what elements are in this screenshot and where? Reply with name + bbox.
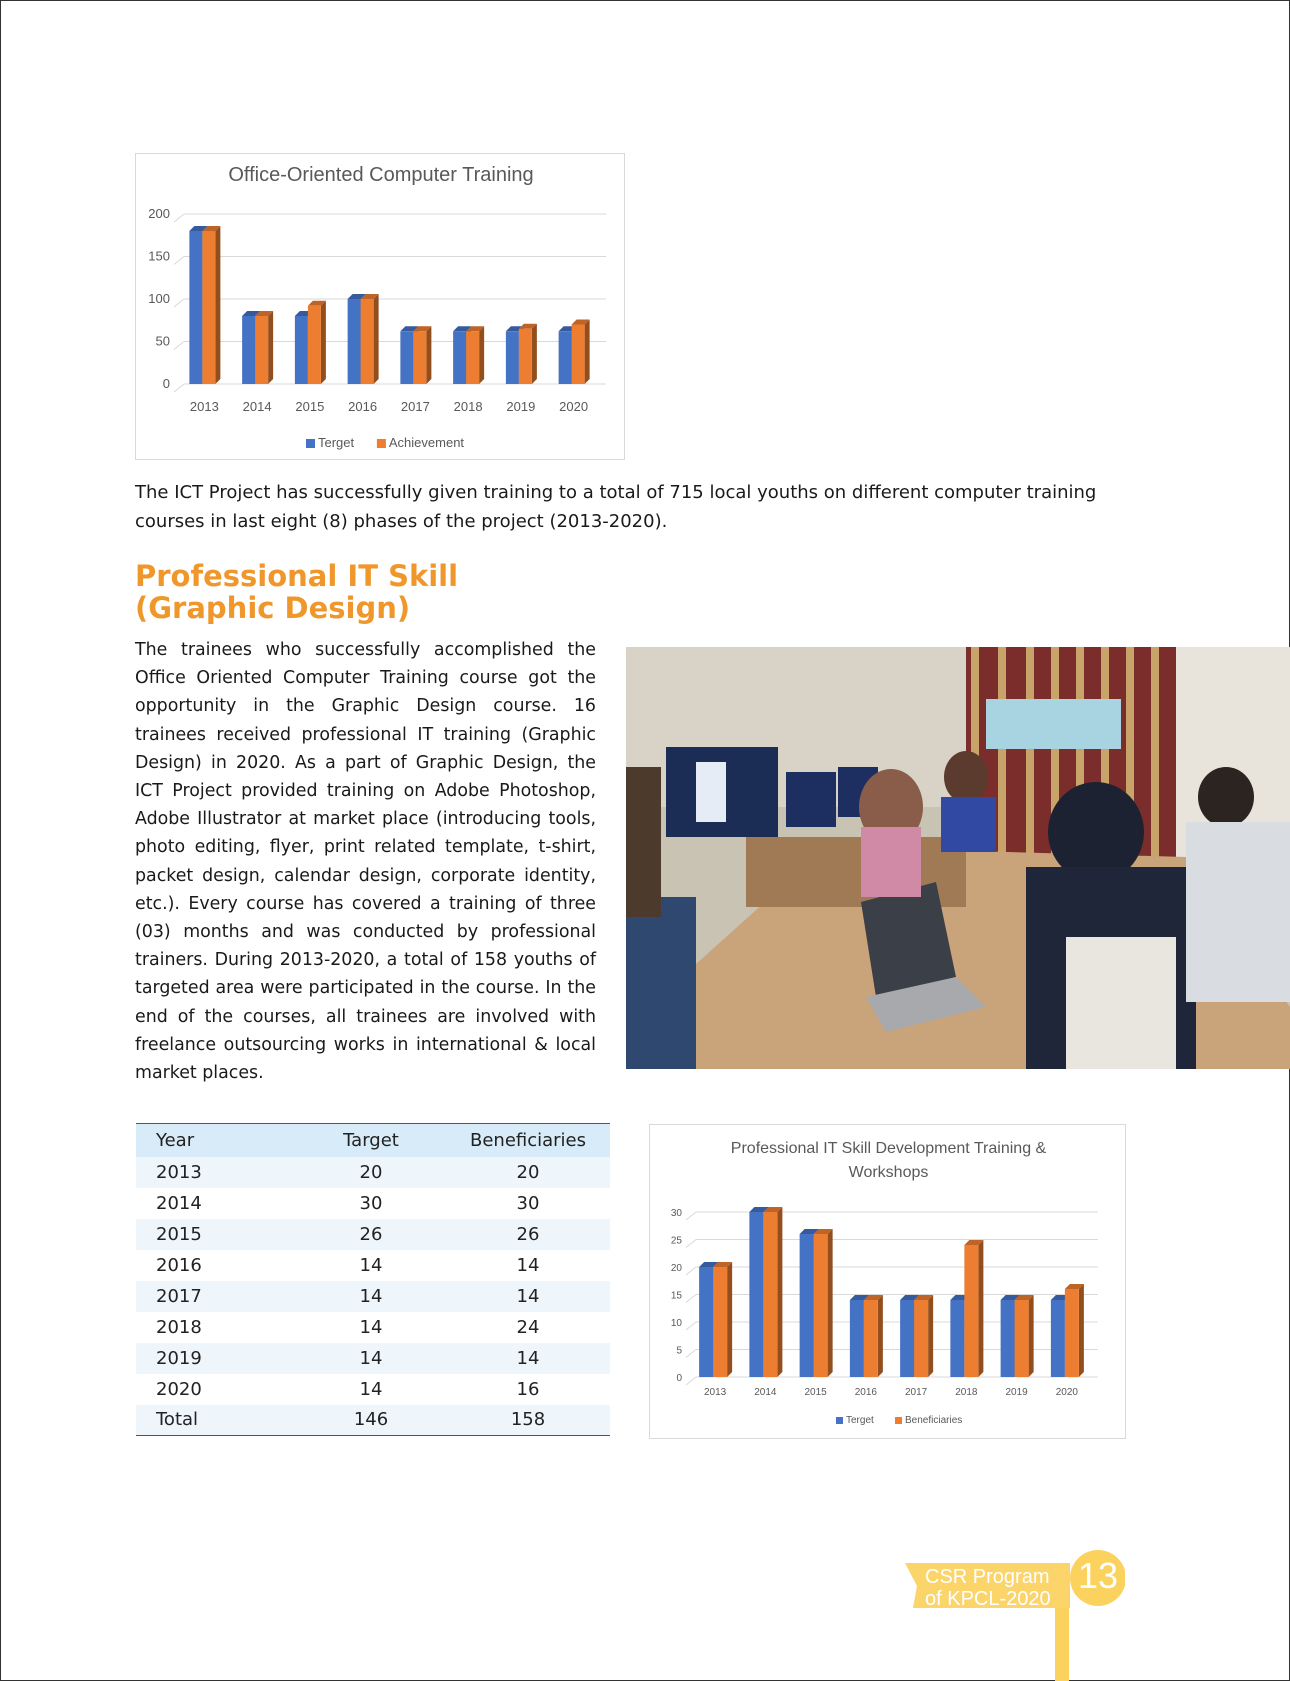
bar-beneficiaries-2018 (964, 1245, 978, 1377)
bar-achievement-2018 (466, 331, 479, 384)
cell-year: 2020 (156, 1378, 202, 1400)
gridline-depth (686, 1350, 696, 1358)
y-tick-label: 10 (670, 1318, 682, 1329)
cell-year: 2017 (136, 1281, 296, 1312)
bar-side (727, 1262, 732, 1377)
y-tick-label: 0 (162, 376, 170, 391)
cell-target: 30 (359, 1192, 383, 1214)
y-tick-label: 50 (155, 333, 170, 349)
cell-target: 14 (359, 1378, 383, 1400)
y-tick-label: 5 (676, 1345, 682, 1357)
cell-total-target: 146 (296, 1405, 446, 1436)
bar-terget-2013 (699, 1267, 713, 1377)
y-tick-label: 150 (148, 248, 170, 264)
bar-beneficiaries-2019 (1015, 1300, 1029, 1377)
cell-target: 26 (296, 1219, 446, 1250)
legend-swatch (306, 439, 315, 448)
bar-achievement-2017 (413, 331, 426, 384)
table-row (136, 1312, 610, 1343)
x-tick-label: 2015 (295, 399, 325, 414)
bar-side (1029, 1295, 1034, 1377)
x-tick-label: 2018 (453, 399, 483, 414)
y-tick-label: 20 (670, 1263, 682, 1274)
graphic-design-paragraph: The trainees who successfully accomplished the Office Oriented Computer Training course got the opportunity in the Graphic Design course. 16 trainees received professional IT training (Graphic Design) in 2020. As a part of Graphic Design, the ICT Project provided training on Adobe Photoshop, Adobe Illustrator at market place (introducing tools, photo editing, flyer, print related template, t-shirt, packet design, calendar design, corporate identity, etc.). Every course has covered a training of three (03) months and was conducted by professional trainers. During 2013-2020, a total of 158 youths of targeted area were participated in the course. In the end of the courses, all trainees are involved with freelance outsourcing works in international & local market places. (135, 640, 596, 1084)
bar-beneficiaries-2015 (814, 1234, 828, 1377)
x-tick-label: 2019 (506, 399, 536, 414)
chart-title: Office-Oriented Computer Training (228, 164, 534, 186)
y-tick-label: 25 (670, 1235, 682, 1247)
office-training-chart-svg (136, 154, 626, 461)
bar-side (928, 1295, 933, 1377)
x-tick-label: 2017 (905, 1387, 928, 1398)
bar-achievement-2020 (572, 325, 585, 385)
bar-terget-2017 (400, 331, 413, 384)
bar-beneficiaries-2014 (763, 1212, 777, 1377)
cell-target: 14 (359, 1316, 383, 1338)
cell-year: 2018 (156, 1316, 202, 1338)
gridline-depth (686, 1295, 696, 1303)
bar-terget-2014 (242, 316, 255, 384)
table-row (136, 1219, 610, 1250)
cell-year: 2016 (156, 1254, 202, 1276)
bar-side (585, 320, 590, 385)
legend-label: Terget (846, 1415, 874, 1426)
bar-terget-2015 (800, 1234, 814, 1377)
gridline-depth (686, 1240, 696, 1248)
chart-title: Professional IT Skill Development Training & (730, 1140, 1047, 1157)
x-tick-label: 2014 (754, 1387, 777, 1398)
bar-side (828, 1229, 833, 1377)
bar-terget-2020 (559, 331, 572, 384)
bar-terget-2015 (295, 316, 308, 384)
legend-label: Terget (318, 435, 355, 450)
bar-terget-2019 (1001, 1300, 1015, 1377)
bar-terget-2018 (453, 331, 466, 384)
x-tick-label: 2015 (804, 1387, 827, 1398)
footer-line-2: of KPCL-2020 (925, 1588, 1051, 1610)
page-number: 13 (1077, 1555, 1119, 1596)
professional-it-chart (649, 1124, 1126, 1439)
y-tick-label: 30 (670, 1208, 682, 1219)
y-tick-label: 15 (670, 1290, 682, 1302)
y-tick-label: 0 (676, 1373, 682, 1384)
x-tick-label: 2016 (854, 1387, 877, 1398)
gridline-depth (686, 1322, 696, 1330)
x-tick-label: 2016 (348, 399, 378, 414)
gridline-depth (174, 342, 184, 350)
cell-beneficiaries: 26 (446, 1219, 610, 1250)
gridline-depth (174, 214, 184, 222)
bar-achievement-2016 (361, 299, 374, 384)
x-tick-label: 2013 (189, 399, 219, 414)
legend-swatch (836, 1417, 843, 1424)
section-title: Professional IT Skill (Graphic Design) (135, 559, 459, 625)
table-row (136, 1250, 610, 1281)
x-tick-label: 2019 (1005, 1387, 1028, 1398)
gridline-depth (174, 384, 184, 392)
bar-achievement-2015 (308, 306, 321, 384)
x-tick-label: 2014 (242, 399, 272, 414)
intro-paragraph: The ICT Project has successfully given training to a total of 715 local youths on different computer training courses in last eight (8) phases of the project (2013-2020). (135, 482, 1097, 532)
bar-beneficiaries-2013 (713, 1267, 727, 1377)
bar-beneficiaries-2020 (1065, 1289, 1079, 1377)
header-target: Target (296, 1124, 446, 1157)
bar-achievement-2013 (202, 231, 215, 384)
chart-title: Workshops (848, 1164, 929, 1181)
bar-achievement-2019 (519, 329, 532, 384)
bar-terget-2016 (850, 1300, 864, 1377)
legend-label: Beneficiaries (905, 1415, 963, 1426)
bar-side (1079, 1284, 1084, 1377)
professional-it-chart-svg (650, 1125, 1127, 1440)
cell-beneficiaries: 16 (516, 1378, 540, 1400)
bar-side (878, 1295, 883, 1377)
bar-side (374, 294, 379, 384)
footer-line-1: CSR Program (925, 1566, 1050, 1588)
cell-target: 20 (296, 1157, 446, 1188)
bar-side (978, 1240, 983, 1377)
cell-beneficiaries: 14 (446, 1281, 610, 1312)
cell-beneficiaries: 20 (446, 1157, 610, 1188)
table-row (136, 1374, 610, 1405)
bar-side (321, 301, 326, 384)
table-row (136, 1281, 610, 1312)
bar-terget-2014 (749, 1212, 763, 1377)
cell-year: 2015 (136, 1219, 296, 1250)
gridline-depth (686, 1267, 696, 1275)
gridline-depth (174, 299, 184, 307)
bar-side (777, 1207, 782, 1377)
bar-terget-2020 (1051, 1300, 1065, 1377)
bar-terget-2017 (900, 1300, 914, 1377)
bar-terget-2013 (189, 231, 202, 384)
legend-swatch (895, 1417, 902, 1424)
x-tick-label: 2013 (704, 1387, 727, 1398)
bar-side (532, 324, 537, 384)
cell-year: 2019 (136, 1343, 296, 1374)
cell-target: 14 (359, 1254, 383, 1276)
y-tick-label: 200 (148, 206, 170, 221)
footer-program-label (925, 1566, 1065, 1610)
classroom-photo (626, 647, 1290, 1069)
table-total-row (136, 1405, 610, 1436)
office-training-chart (135, 153, 625, 460)
x-tick-label: 2020 (559, 399, 589, 414)
cell-target: 14 (296, 1281, 446, 1312)
legend-swatch (377, 439, 386, 448)
gridline-depth (686, 1212, 696, 1220)
table-row (136, 1343, 610, 1374)
bar-achievement-2014 (255, 316, 268, 384)
bar-side (268, 311, 273, 384)
gridline-depth (174, 257, 184, 265)
x-tick-label: 2017 (400, 399, 430, 414)
table-header-row (136, 1124, 610, 1157)
bar-side (426, 326, 431, 384)
gridline-depth (686, 1377, 696, 1385)
header-year: Year (136, 1124, 296, 1157)
cell-total-label: Total (136, 1405, 296, 1436)
bar-terget-2018 (950, 1300, 964, 1377)
cell-year: 2013 (136, 1157, 296, 1188)
training-table (136, 1123, 610, 1436)
cell-total-beneficiaries: 158 (446, 1405, 610, 1436)
bar-beneficiaries-2016 (864, 1300, 878, 1377)
cell-beneficiaries: 14 (446, 1343, 610, 1374)
bar-terget-2016 (348, 299, 361, 384)
table-row (136, 1188, 610, 1219)
cell-beneficiaries: 24 (516, 1316, 540, 1338)
bar-beneficiaries-2017 (914, 1300, 928, 1377)
legend-label: Achievement (388, 435, 465, 450)
x-tick-label: 2020 (1055, 1387, 1078, 1398)
cell-beneficiaries: 14 (516, 1254, 540, 1276)
cell-beneficiaries: 30 (516, 1192, 540, 1214)
header-beneficiaries: Beneficiaries (446, 1124, 610, 1157)
y-tick-label: 100 (148, 291, 170, 306)
cell-target: 14 (296, 1343, 446, 1374)
bar-side (479, 326, 484, 384)
bar-terget-2019 (506, 331, 519, 384)
cell-year: 2014 (156, 1192, 202, 1214)
x-tick-label: 2018 (955, 1387, 978, 1398)
table-row (136, 1157, 610, 1188)
bar-side (215, 226, 220, 384)
